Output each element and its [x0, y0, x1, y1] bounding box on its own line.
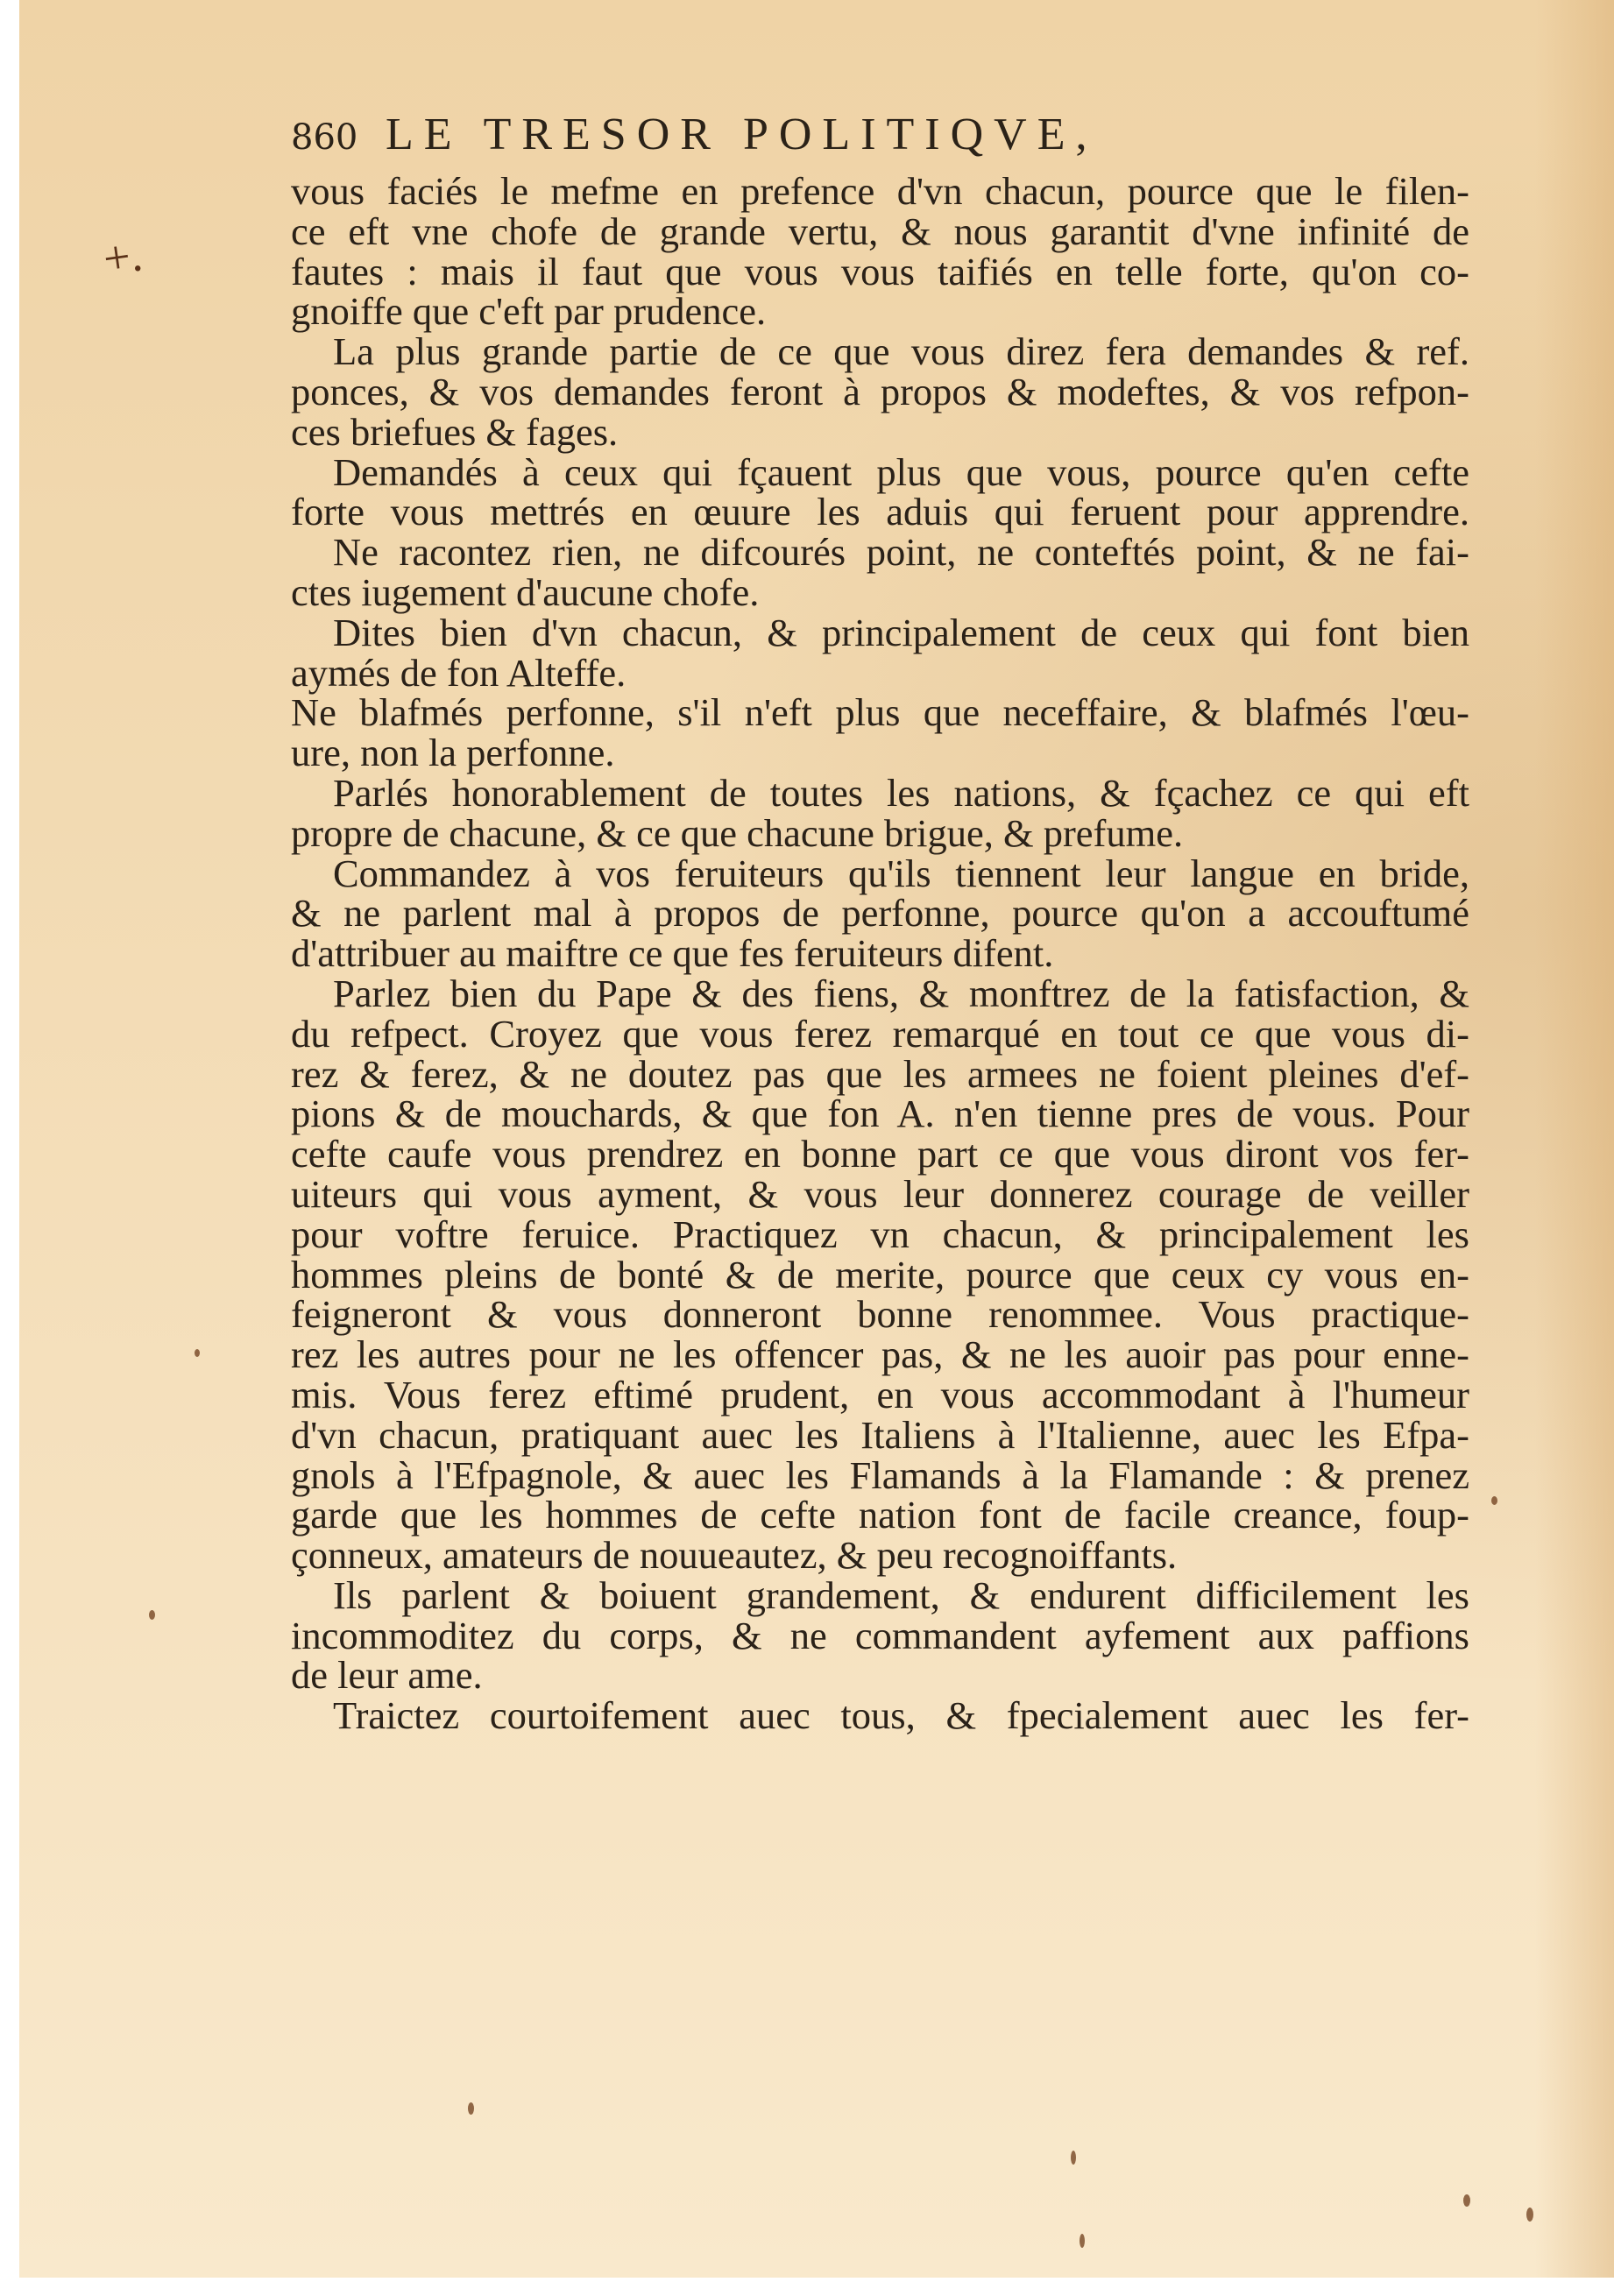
text-line: Ne racontez rien, ne difcourés point, ne conteftés point, & ne fai-: [333, 530, 1469, 575]
text-line: Ils parlent & boiuent grandement, & endurent difficilement les: [333, 1572, 1469, 1617]
text-line: propre de chacune, & ce que chacune brigue, & prefume.: [291, 810, 1184, 855]
text-line: pour voftre feruice. Practiquez vn chacun, & principalement les: [291, 1212, 1469, 1256]
text-line: fautes : mais il faut que vous vous taifiés en telle forte, qu'on co-: [291, 249, 1469, 293]
text-line: uiteurs qui vous ayment, & vous leur donnerez courage de veiller: [291, 1171, 1469, 1216]
body-text: [291, 169, 1469, 1738]
text-line: gnols à l'Efpagnole, & auec les Flamands à la Flamande : & prenez: [291, 1452, 1469, 1497]
text-line: & ne parlent mal à propos de perfonne, pource qu'on a accouftumé: [291, 891, 1469, 936]
book-page: [19, 0, 1614, 2278]
text-line: rez les autres pour ne les offencer pas, & ne les auoir pas pour enne-: [291, 1332, 1469, 1377]
text-line: çonneux, amateurs de nouueautez, & peu recognoiffants.: [291, 1533, 1178, 1578]
text-line: d'attribuer au maiftre ce que fes feruiteurs difent.: [291, 931, 1054, 976]
text-line: mis. Vous ferez eftimé prudent, en vous accommodant à l'humeur: [291, 1372, 1469, 1416]
text-line: Commandez à vos feruiteurs qu'ils tiennent leur langue en bride,: [333, 851, 1469, 895]
running-title: LE TRESOR POLITIQVE,: [386, 110, 1098, 159]
text-line: hommes pleins de bonté & de merite, pource que ceux cy vous en-: [291, 1252, 1469, 1296]
text-line: incommoditez du corps, & ne commandent ayfement aux paffions: [291, 1613, 1469, 1657]
foxing-spot: [1491, 1496, 1497, 1505]
text-line: Traictez courtoifement auec tous, & fpecialement auec les fer-: [333, 1693, 1469, 1738]
foxing-spot: [1463, 2194, 1470, 2207]
text-line: forte vous mettrés en œuure les aduis qui feruent pour apprendre.: [291, 490, 1469, 534]
page-number: 860: [291, 117, 358, 158]
foxing-spot: [1526, 2208, 1533, 2222]
margin-cross-annotation: +.: [100, 228, 145, 286]
text-line: rez & ferez, & ne doutez pas que les armees ne foient pleines d'ef-: [291, 1051, 1469, 1096]
text-line: ces briefues & fages.: [291, 409, 619, 454]
foxing-spot: [195, 1349, 200, 1357]
text-line: garde que les hommes de cefte nation font de facile creance, foup-: [291, 1493, 1469, 1537]
foxing-spot: [1071, 2151, 1076, 2165]
text-line: feigneront & vous donneront bonne renommee. Vous practique-: [291, 1292, 1469, 1337]
text-line: aymés de fon Alteffe.: [291, 650, 626, 695]
text-line: Parlez bien du Pape & des fiens, & monftrez de la fatisfaction, &: [333, 971, 1469, 1015]
text-line: ce eft vne chofe de grande vertu, & nous garantit d'vne infinité de: [291, 208, 1469, 253]
text-line: Ne blafmés perfonne, s'il n'eft plus que neceffaire, & blafmés l'œu-: [291, 690, 1469, 735]
text-line: pions & de mouchards, & que fon A. n'en tienne pres de vous. Pour: [291, 1091, 1469, 1136]
text-line: ponces, & vos demandes feront à propos & modeftes, & vos refpon-: [291, 369, 1469, 413]
text-line: cefte caufe vous prendrez en bonne part ce que vous diront vos fer-: [291, 1132, 1469, 1176]
text-line: La plus grande partie de ce que vous direz fera demandes & ref.: [333, 329, 1469, 374]
text-line: gnoiffe que c'eft par prudence.: [291, 289, 767, 334]
text-line: d'vn chacun, pratiquant auec les Italiens à l'Italienne, auec les Efpa-: [291, 1412, 1469, 1457]
text-line: Dites bien d'vn chacun, & principalement de ceux qui font bien: [333, 610, 1469, 654]
foxing-spot: [149, 1610, 155, 1620]
text-line: Demandés à ceux qui fçauent plus que vous, pource qu'en cefte: [333, 449, 1469, 494]
foxing-spot: [1080, 2234, 1085, 2248]
foxing-spot: [468, 2102, 474, 2115]
running-head: [291, 105, 1430, 166]
text-line: ctes iugement d'aucune chofe.: [291, 569, 760, 614]
text-line: Parlés honorablement de toutes les nations, & fçachez ce qui eft: [333, 770, 1469, 815]
text-line: de leur ame.: [291, 1653, 483, 1698]
text-line: vous faciés le mefme en prefence d'vn chacun, pource que le filen-: [291, 169, 1469, 213]
text-line: du refpect. Croyez que vous ferez remarqué en tout ce que vous di-: [291, 1011, 1469, 1056]
text-line: ure, non la perfonne.: [291, 731, 615, 775]
